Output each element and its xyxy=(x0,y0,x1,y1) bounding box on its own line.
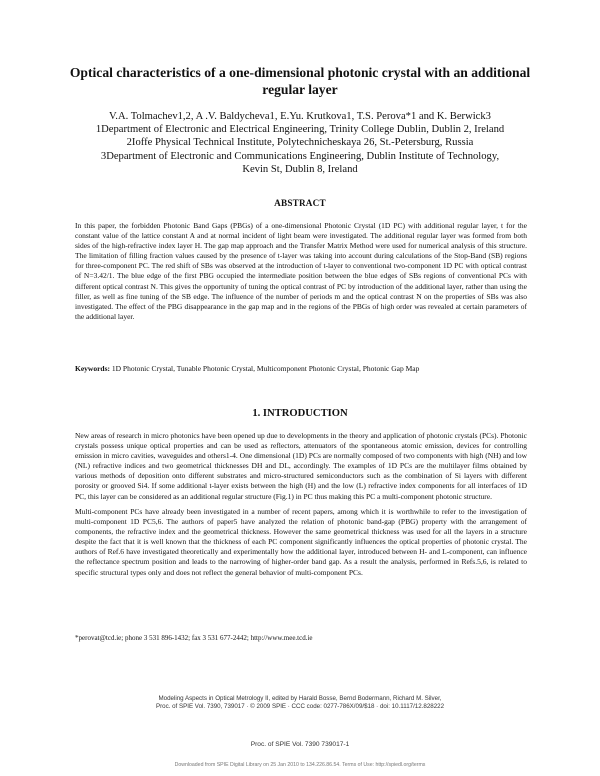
author-affiliations xyxy=(40,110,560,176)
intro-paragraph: New areas of research in micro photonics have been opened up due to developments in the theory and application of photonic crystals (PCs). Photonic crystals possess unique optical properties and can be used as reflectors, attenuators of the spontaneous atomic emission, devices for controlling emission in micro cavities, waveguides and others1-4. One dimensional (1D) PCs are normally composed of two components with high (NH) and low (NL) refractive indices and two geometrical thicknesses DH and DL, accordingly. The examples of 1D PCs are the multilayer films obtained by various methods of deposition onto different substrates and micro-structured semiconductors such as the combination of Si layers with different porosity or grooved Si4. If some additional t-layer exists between the high (H) and the low (L) refractive index components for all interfaces of 1D PC, this layer can be considered as an additional regular structure (Fig.1) in PC thus making this PC a multi-component photonic structure. xyxy=(75,431,527,501)
citation-line: Proc. of SPIE Vol. 7390, 739017 · © 2009 SPIE · CCC code: 0277-786X/09/$18 · doi: 10.1117/12.828222 xyxy=(155,703,445,711)
page-number: Proc. of SPIE Vol. 7390 739017-1 xyxy=(250,741,350,748)
affiliation-2: 2Ioffe Physical Technical Institute, Polytechnicheskaya 26, St.-Petersburg, Russia xyxy=(126,137,474,149)
citation-line: Modeling Aspects in Optical Metrology II, edited by Harald Bosse, Bernd Bodermann, Richard M. Silver, xyxy=(158,695,442,702)
intro-paragraph: Multi-component PCs have already been investigated in a number of recent papers, among which it is worthwhile to refer to the investigation of multi-component 1D PC5,6. The authors of paper5 have analyzed the relation of photonic band-gap (PBG) property with the arrangement of components, the refractive index and the geometrical thickness. However the same geometrical thickness was used for all the layers in a structure despite the fact that it is well known that the thickness of each PC component significantly influences the optical properties of photonic crystal. The authors of Ref.6 have investigated theoretically and experimentally how the additional layer, introduced between H- and L-component, can influence the reflectance spectrum position and leads to the narrowing of higher-order band gap. As a result the analysis, performed in Refs.5,6, is related to specific structural types only and does not reflect the general behavior of multi-component PCs. xyxy=(75,507,527,577)
keywords-text: 1D Photonic Crystal, Tunable Photonic Crystal, Multicomponent Photonic Crystal, Photonic Gap Map xyxy=(111,364,420,373)
citation-footer xyxy=(90,695,510,711)
paper-title: Optical characteristics of a one-dimensional photonic crystal with an additional regular layer xyxy=(69,65,531,97)
keywords xyxy=(75,364,527,374)
affiliation-3: 3Department of Electronic and Communications Engineering, Dublin Institute of Technology, xyxy=(100,150,500,162)
footnote: *perovat@tcd.ie; phone 3 531 896-1432; fax 3 531 677-2442; http://www.mee.tcd.ie xyxy=(75,634,313,642)
affiliation-1: 1Department of Electronic and Electrical Engineering, Trinity College Dublin, Dublin 2, Ireland xyxy=(95,124,505,136)
download-notice: Downloaded from SPIE Digital Library on 25 Jan 2010 to 134.226.86.54. Terms of Use: http://spiedl.org/terms xyxy=(174,762,426,768)
keywords-label: Keywords: xyxy=(75,364,110,373)
abstract-heading: ABSTRACT xyxy=(274,198,326,208)
section-heading: 1. INTRODUCTION xyxy=(252,408,348,419)
author-list: V.A. Tolmachev1,2, A .V. Baldycheva1, E.Yu. Krutkova1, T.S. Perova*1 and K. Berwick3 xyxy=(109,111,491,122)
abstract-text: In this paper, the forbidden Photonic Band Gaps (PBGs) of a one-dimensional Photonic Crystal (1D PC) with additional regular layer, t for the constant value of the lattice constant A and at normal incident of light beam were investigated. The additional regular layer was formed from both sides of the high-refractive index layer H. The gap map approach and the Transfer Matrix Method were used for numerical analysis of this structure. The limitation of filling fraction values caused by the presence of t-layer was taking into account during calculations of the Stop-Band (SB) regions for three-component PC. The red shift of SBs was observed at the introduction of t-layer to conventional two-component 1D PC with optical contrast of N=3.42/1. The blue edge of the first PBG occupied the intermediate position between the blue edges of SBs regions of conventional PCs with different optical contrast N. This gives the opportunity of tuning the optical contrast of PC by introduction of the additional layer, rather than using the filler, as well as fine tuning of the SB edge. The influence of the number of periods m and the optical contrast N on the properties of SBs was also investigated. The effect of the PBG disappearance in the gap map and in the regions of the PBGs of high order was revealed at certain parameters of the additional layer. xyxy=(75,221,527,321)
affiliation-3-address: Kevin St, Dublin 8, Ireland xyxy=(242,163,358,175)
